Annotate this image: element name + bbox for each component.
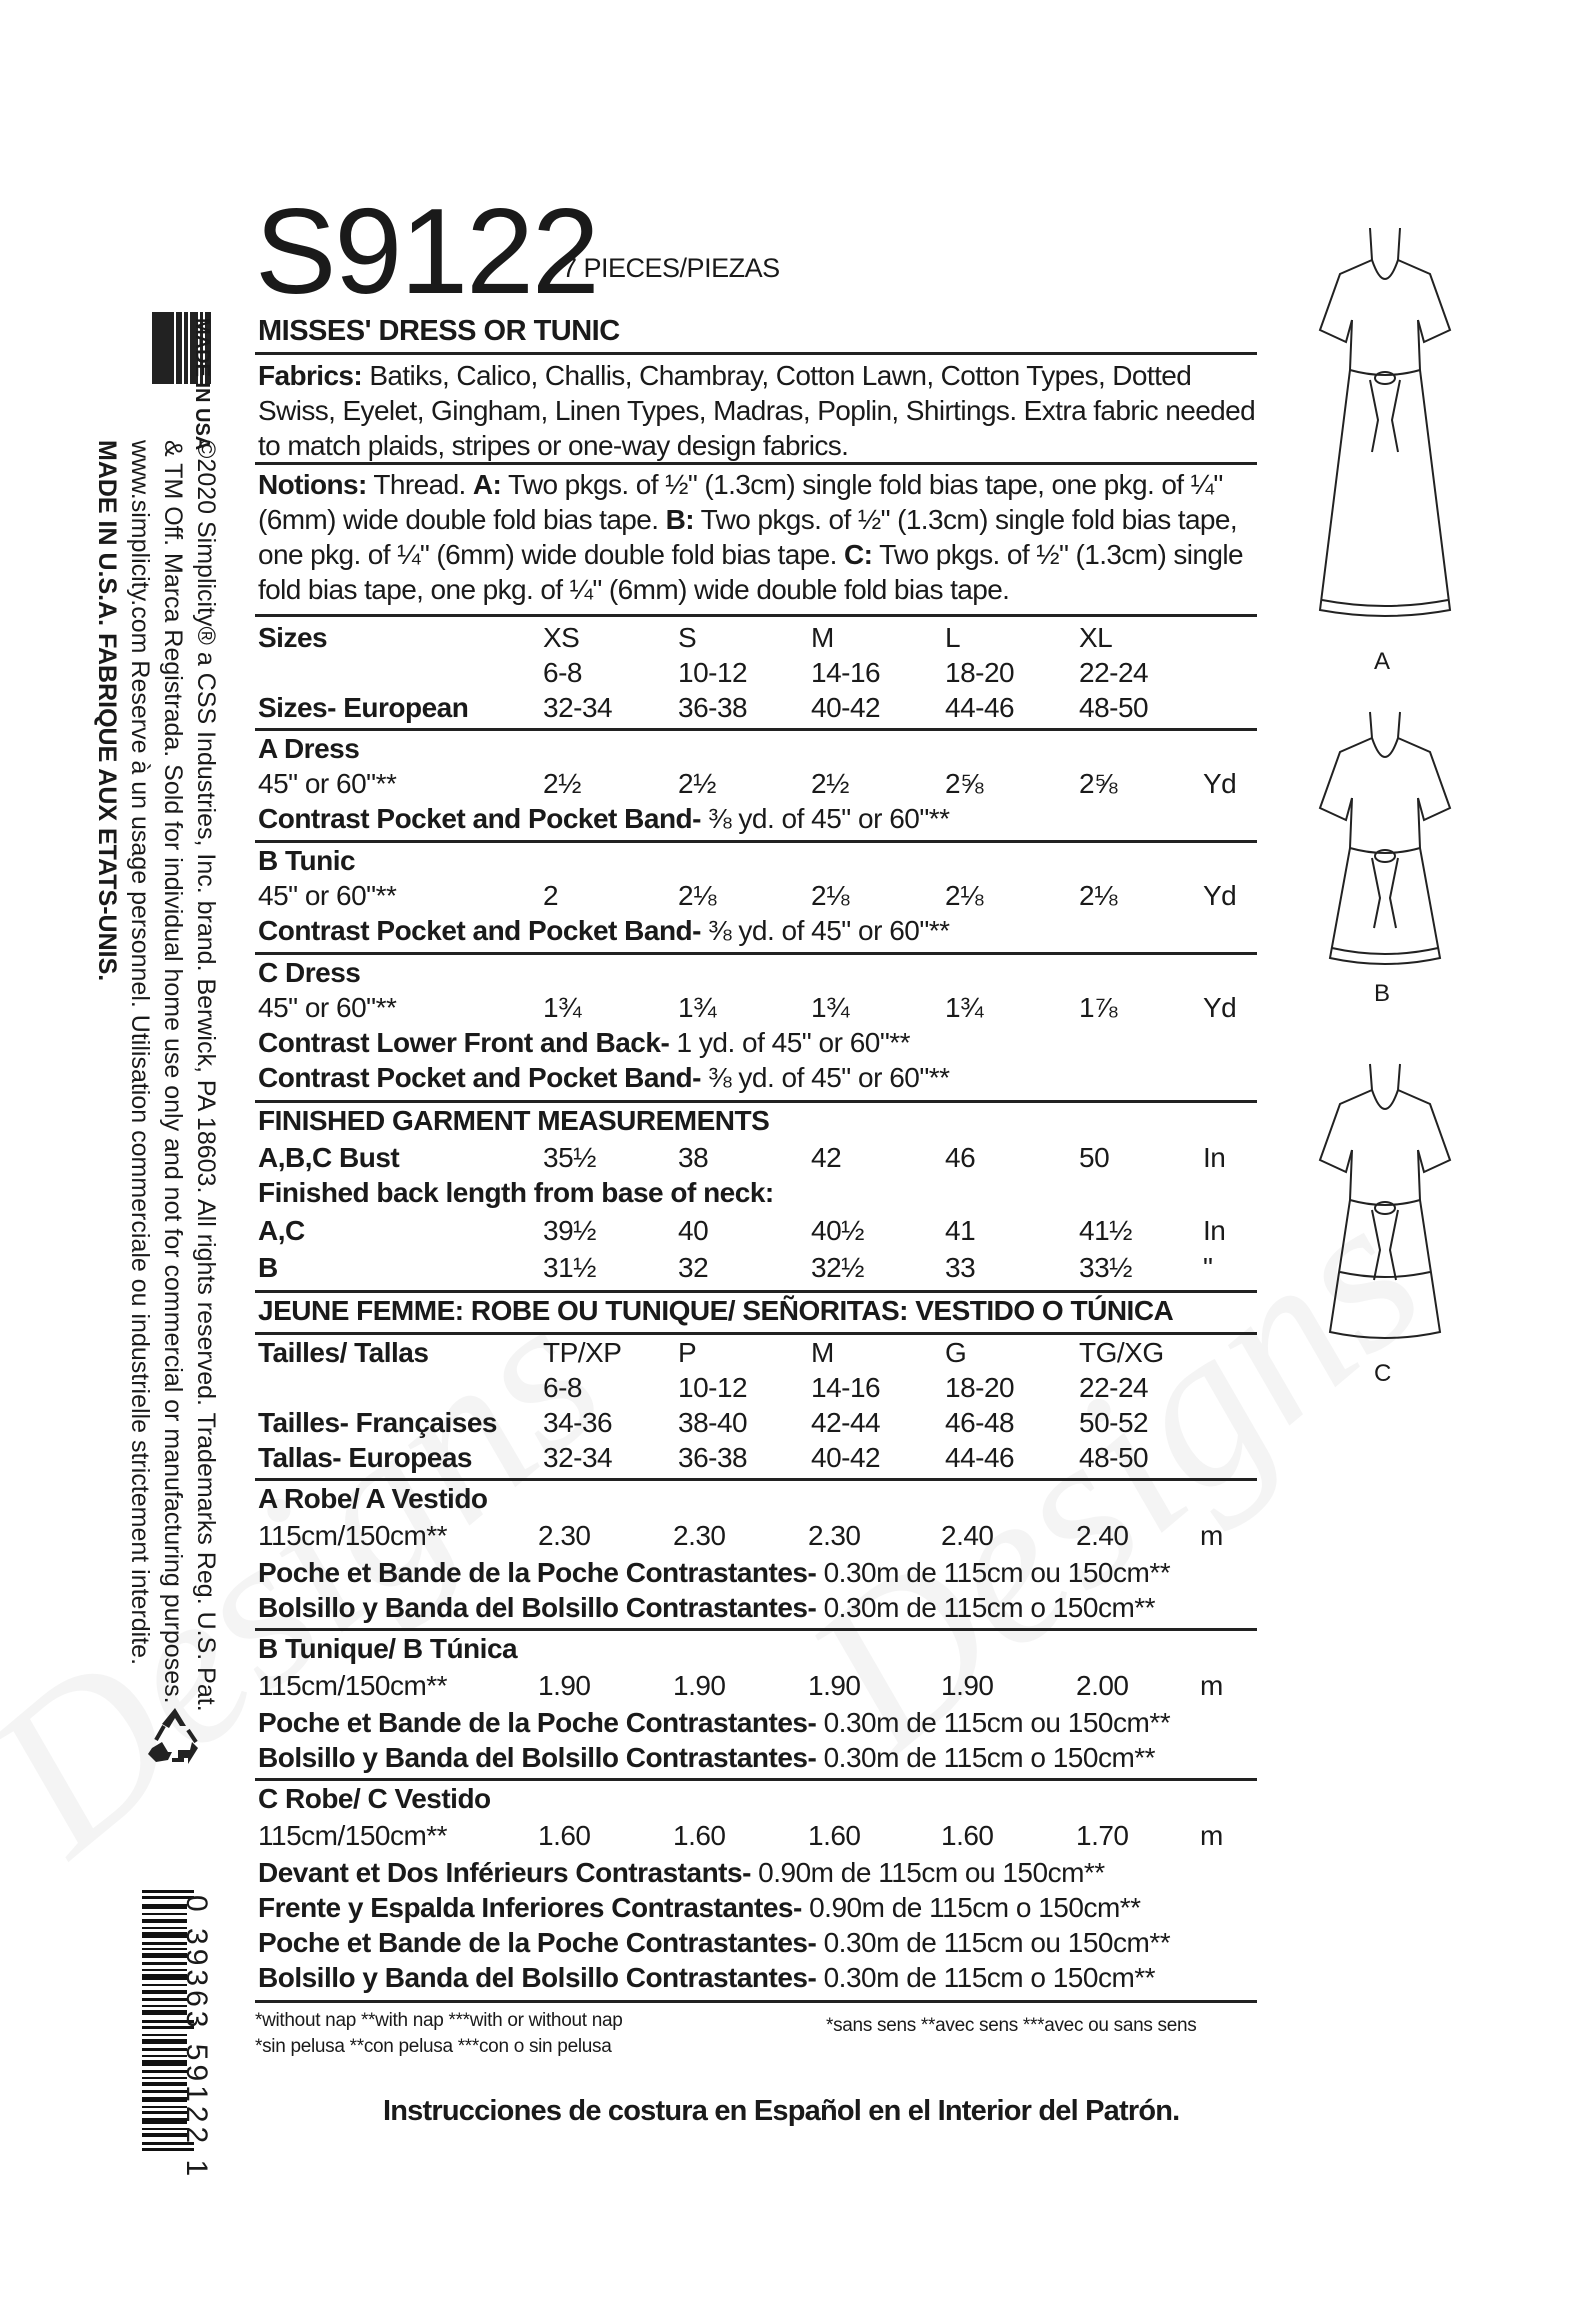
fr-view-c-meters-row: 115cm/150cm** 1.60 1.60 1.60 1.60 1.70 m xyxy=(258,1820,1223,1851)
divider xyxy=(255,614,1257,617)
notions-text: Notions: Thread. A: Two pkgs. of ½" (1.3cm) single fold bias tape, one pkg. of ¼" (6mm) wide double fold bias tape. B: Two pkgs. of ½" (1.3cm) single fold bias tape, one pkg. of ¼" (6mm) wide double fold bias tape. C: Two pkgs. of ½" (1.3cm) single fold bias tape, one pkg. of ¼" (6mm) wide double fold bias tape. xyxy=(258,469,1243,605)
sizes-row: Sizes XS S M L XL xyxy=(258,622,1113,653)
illustration-label-b: B xyxy=(1374,980,1391,1007)
fr-es-title: JEUNE FEMME: ROBE OU TUNIQUE/ SEÑORITAS: VESTIDO O TÚNICA xyxy=(258,1295,1174,1326)
divider xyxy=(255,1290,1257,1293)
view-c-contrast-lower-row: Contrast Lower Front and Back- 1 yd. of 45" or 60"** xyxy=(258,1027,911,1058)
fr-view-c-contrast-1: Devant et Dos Inférieurs Contrastants- 0.90m de 115cm ou 150cm** xyxy=(258,1857,1105,1888)
footnote-fr: *sans sens **avec sens ***avec ou sans sens xyxy=(826,2015,1197,2036)
dress-illustration-a xyxy=(1300,220,1470,640)
fr-view-b-contrast-es: Bolsillo y Banda del Bolsillo Contrastantes- 0.30m de 115cm o 150cm** xyxy=(258,1742,1156,1773)
view-b-contrast-row: Contrast Pocket and Pocket Band- ⅜ yd. of 45" or 60"** xyxy=(258,915,950,946)
french-sizes-row: Tailles- Françaises 34-36 38-40 42-44 46-48 50-52 xyxy=(258,1407,1149,1438)
recycle-icon xyxy=(142,1702,208,1768)
footnote-es: *sin pelusa **con pelusa ***con o sin pelusa xyxy=(255,2036,612,2057)
spanish-instructions-note: Instrucciones de costura en Español en el Interior del Patrón. xyxy=(383,2095,1180,2127)
fabrics-text: Fabrics: Batiks, Calico, Challis, Chambray, Cotton Lawn, Cotton Types, Dotted Swiss, Eyelet, Gingham, Linen Types, Madras, Poplin, Shirtings. Extra fabric needed to match plaids, stripes or one-way design fabrics. xyxy=(258,360,1256,461)
finished-measurements-heading: FINISHED GARMENT MEASUREMENTS xyxy=(258,1105,770,1136)
divider xyxy=(255,352,1257,355)
euro-sizes-es-row: Tallas- Europeas 32-34 36-38 40-42 44-46 48-50 xyxy=(258,1442,1149,1473)
length-b-row: B 31½ 32 32½ 33 33½ " xyxy=(258,1252,1213,1283)
bust-row: A,B,C Bust 35½ 38 42 46 50 In xyxy=(258,1142,1226,1173)
fr-view-c-contrast-4: Bolsillo y Banda del Bolsillo Contrastantes- 0.30m de 115cm o 150cm** xyxy=(258,1962,1156,1993)
fr-view-c-contrast-2: Frente y Espalda Inferiores Contrastantes- 0.90m de 115cm o 150cm** xyxy=(258,1892,1141,1923)
divider xyxy=(255,1778,1257,1781)
fr-view-c-contrast-3: Poche et Bande de la Poche Contrastantes- 0.30m de 115cm ou 150cm** xyxy=(258,1927,1171,1958)
size-numbers-row: 6-8 10-12 14-16 18-20 22-24 xyxy=(543,657,1149,688)
back-length-heading: Finished back length from base of neck: xyxy=(258,1177,774,1208)
divider xyxy=(255,952,1257,955)
barcode-digits: 0 39363 59122 1 xyxy=(180,1895,213,2181)
fr-size-numbers-row: 6-8 10-12 14-16 18-20 22-24 xyxy=(543,1372,1149,1403)
illustration-label-c: C xyxy=(1374,1360,1392,1387)
divider xyxy=(255,1628,1257,1631)
view-b-yardage-row: 45" or 60"** 2 2⅛ 2⅛ 2⅛ 2⅛ Yd xyxy=(258,880,1237,911)
divider xyxy=(255,1100,1257,1103)
illustration-label-a: A xyxy=(1374,648,1391,675)
length-ac-row: A,C 39½ 40 40½ 41 41½ In xyxy=(258,1215,1226,1246)
pattern-title: MISSES' DRESS OR TUNIC xyxy=(258,315,620,347)
divider xyxy=(255,728,1257,731)
copyright-text: ©2020 Simplicity® a CSS Industries, Inc. brand. Berwick, PA 18603. All rights reserved. Trademarks Reg. U.S. Pat. & TM Off. Marca Registrada. Sold for individual home use only and not for commercial or manufacturing purposes. www.simplicity.com Reserve à un usage personnel. Utilisation commerciale ou industrielle strictement interdite. MADE IN U.S.A. FABRIQUE AUX ETATS-UNIS. xyxy=(93,440,220,1712)
footnote-en: *without nap **with nap ***with or without nap xyxy=(255,2010,623,2031)
divider xyxy=(255,840,1257,843)
european-sizes-row: Sizes- European 32-34 36-38 40-42 44-46 48-50 xyxy=(258,692,1149,723)
view-a-heading: A Dress xyxy=(258,733,360,764)
view-c-contrast-pocket-row: Contrast Pocket and Pocket Band- ⅜ yd. of 45" or 60"** xyxy=(258,1062,950,1093)
fr-view-b-heading: B Tunique/ B Túnica xyxy=(258,1633,518,1664)
fr-view-a-heading: A Robe/ A Vestido xyxy=(258,1483,488,1514)
view-b-heading: B Tunic xyxy=(258,845,356,876)
view-c-yardage-row: 45" or 60"** 1¾ 1¾ 1¾ 1¾ 1⅞ Yd xyxy=(258,992,1237,1023)
fr-view-c-heading: C Robe/ C Vestido xyxy=(258,1783,491,1814)
fr-view-b-contrast-fr: Poche et Bande de la Poche Contrastantes- 0.30m de 115cm ou 150cm** xyxy=(258,1707,1171,1738)
fr-sizes-row: Tailles/ Tallas TP/XP P M G TG/XG xyxy=(258,1337,1164,1368)
fr-view-a-contrast-fr: Poche et Bande de la Poche Contrastantes- 0.30m de 115cm ou 150cm** xyxy=(258,1557,1171,1588)
made-in-usa-text: MADE IN USA xyxy=(191,318,213,451)
fr-view-a-meters-row: 115cm/150cm** 2.30 2.30 2.30 2.40 2.40 m xyxy=(258,1520,1223,1551)
divider xyxy=(255,2000,1257,2003)
view-a-yardage-row: 45" or 60"** 2½ 2½ 2½ 2⅝ 2⅝ Yd xyxy=(258,768,1237,799)
dress-illustration-b xyxy=(1300,708,1470,978)
divider xyxy=(255,1332,1257,1335)
dress-illustration-c xyxy=(1300,1060,1470,1360)
fr-view-b-meters-row: 115cm/150cm** 1.90 1.90 1.90 1.90 2.00 m xyxy=(258,1670,1223,1701)
piece-count: 7 PIECES/PIEZAS xyxy=(562,253,780,283)
fr-view-a-contrast-es: Bolsillo y Banda del Bolsillo Contrastantes- 0.30m de 115cm o 150cm** xyxy=(258,1592,1156,1623)
pattern-number: S9122 xyxy=(255,183,598,319)
divider xyxy=(255,1478,1257,1481)
divider xyxy=(255,462,1257,465)
view-c-heading: C Dress xyxy=(258,957,361,988)
view-a-contrast-row: Contrast Pocket and Pocket Band- ⅜ yd. of 45" or 60"** xyxy=(258,803,950,834)
